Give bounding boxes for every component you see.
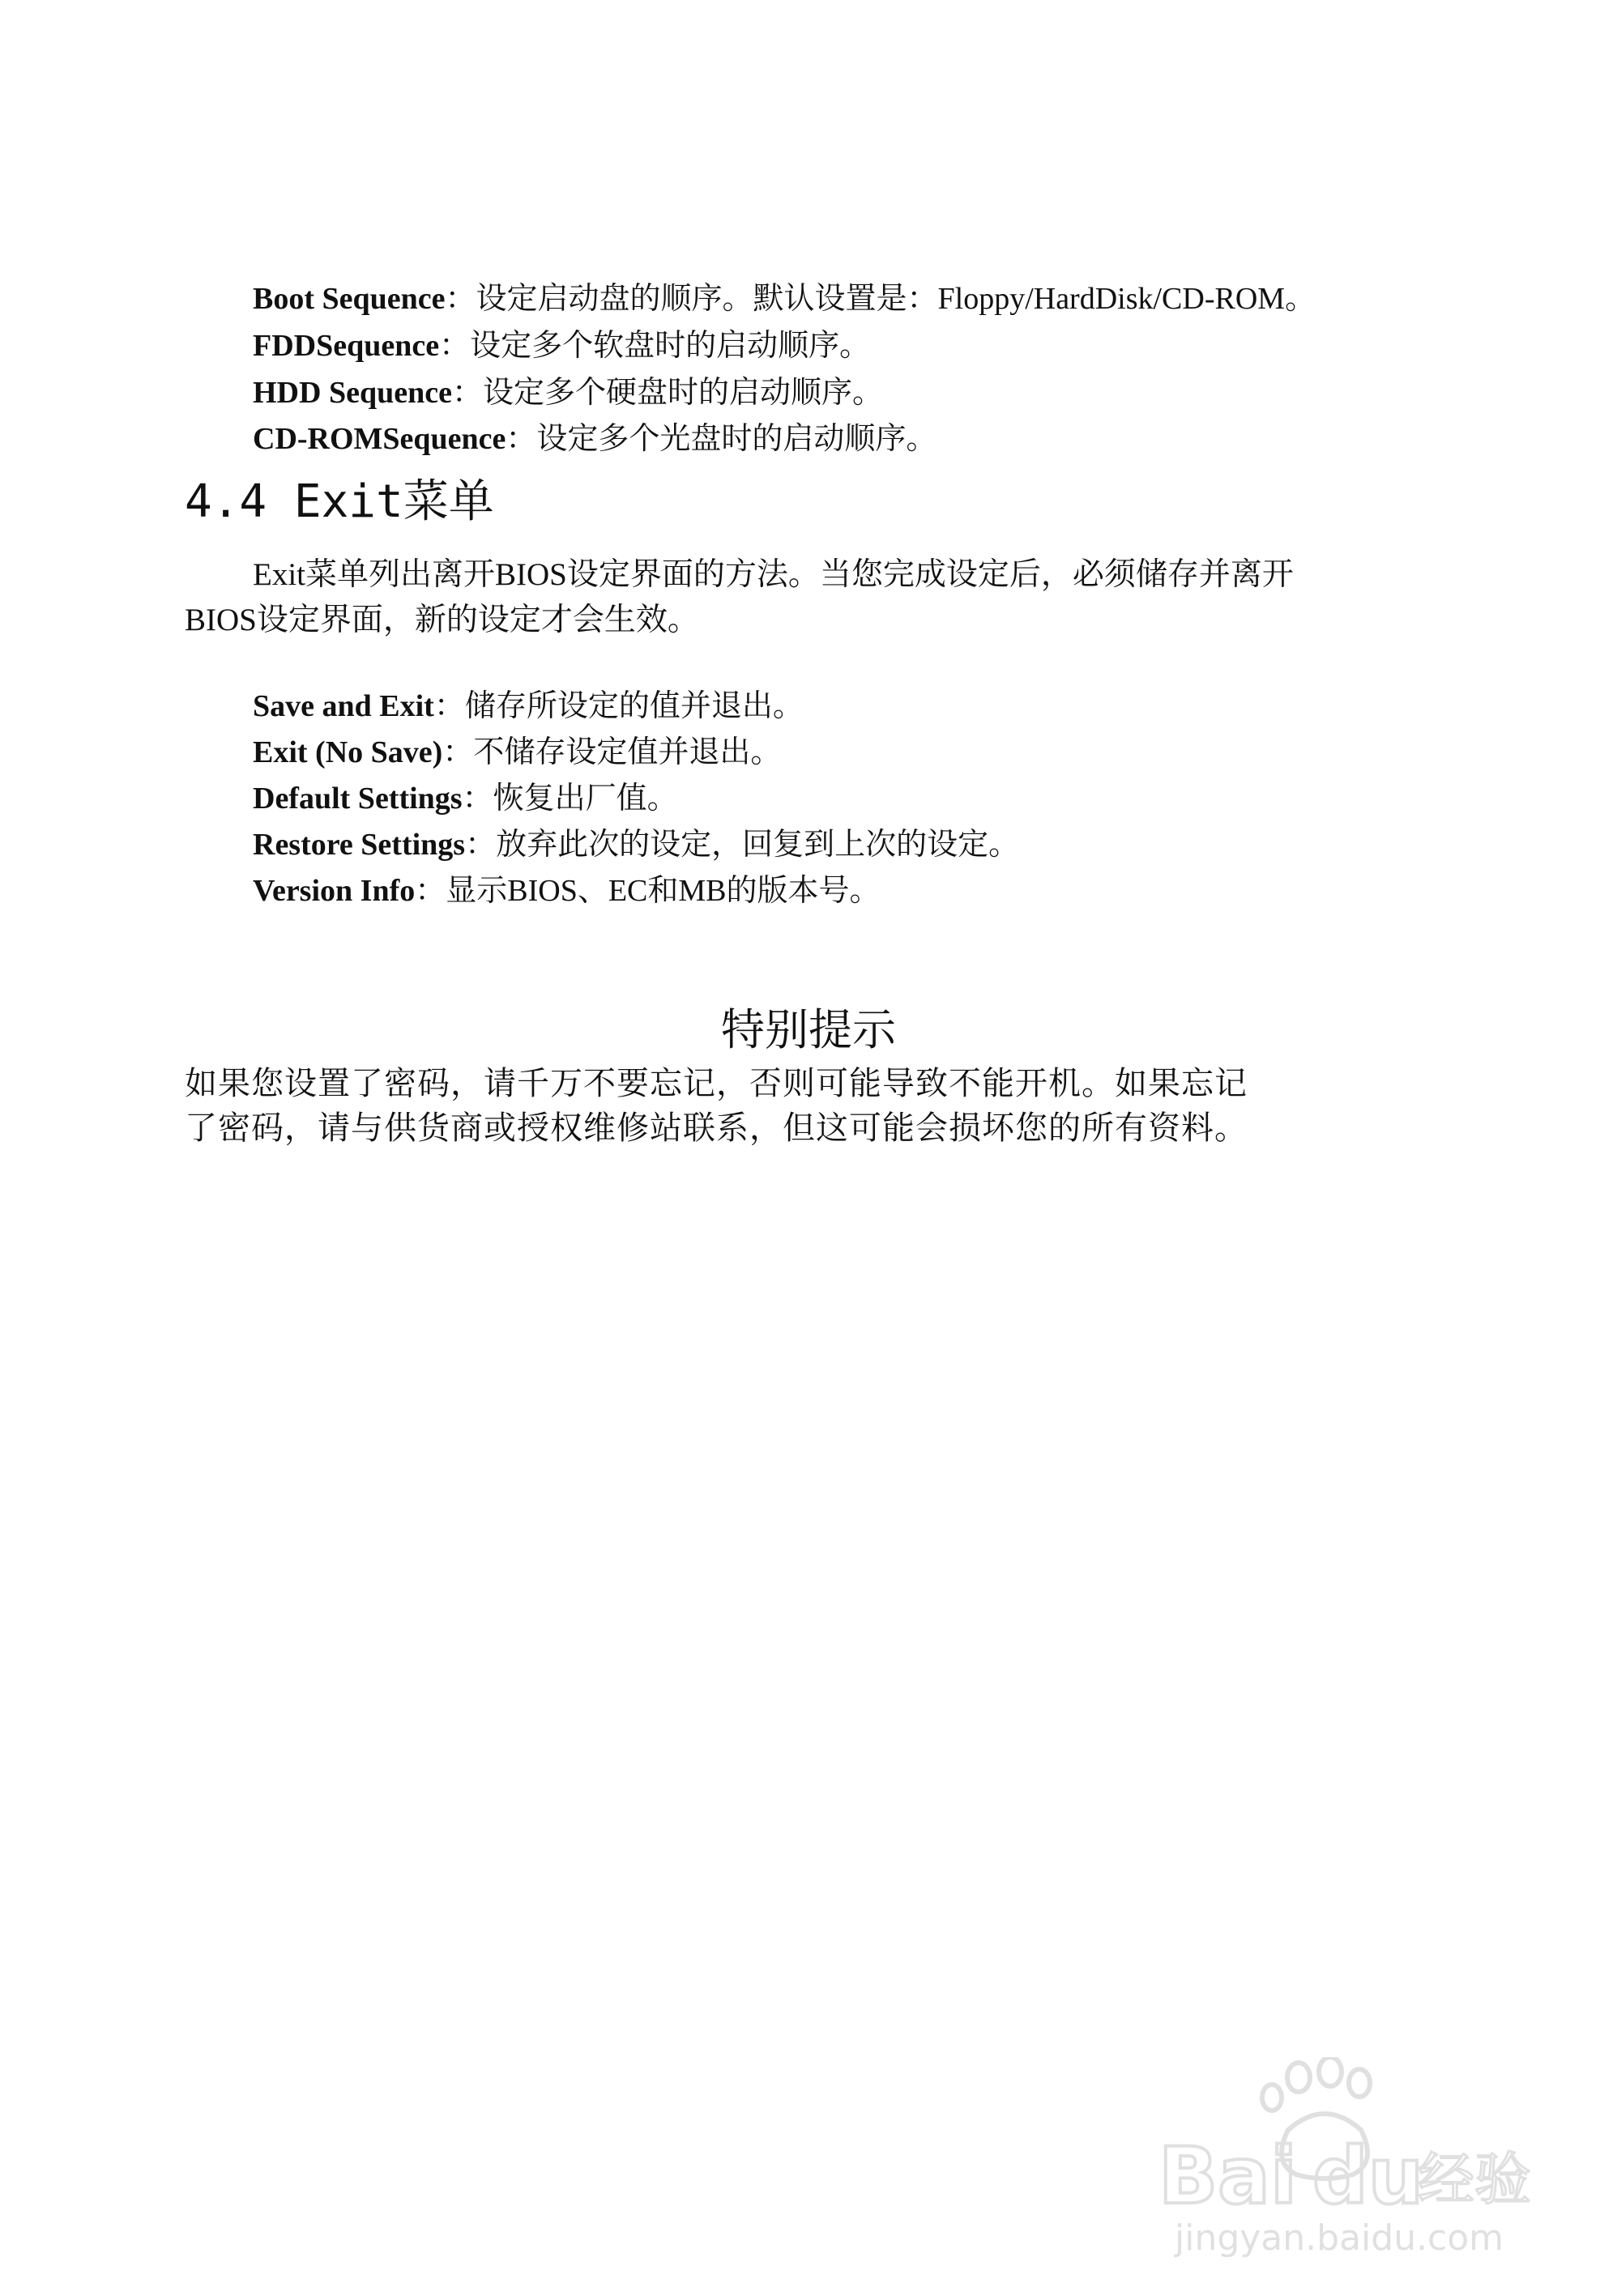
definition-desc: ：放弃此次的设定，回复到上次的设定。 [465,828,1020,862]
definition-term: Exit (No Save) [253,735,443,769]
section-heading: 4.4 Exit菜单 [185,475,494,528]
definition-desc: ：设定多个光盘时的启动顺序。 [506,422,937,456]
definition-term: Boot Sequence [253,282,446,316]
definition-desc: ：设定多个软盘时的启动顺序。 [439,329,871,363]
definition-term: Save and Exit [253,689,434,723]
watermark-brand: Bai [1158,2131,1297,2221]
watermark-brand-jingyan: 经验 [1418,2146,1531,2213]
watermark-url: jingyan.baidu.com [1175,2217,1504,2259]
definition-desc: ：设定多个硬盘时的启动顺序。 [451,376,883,410]
exit-no-save-item [253,737,781,768]
version-info-item [253,875,881,906]
definition-desc: ：恢复出厂值。 [462,782,678,816]
definition-term: CD-ROMSequence [253,422,506,456]
definition-desc: ：不储存设定值并退出。 [442,735,782,769]
hdd-sequence-item [253,377,883,408]
default-settings-item [253,783,678,814]
definition-desc: ：储存所设定的值并退出。 [433,689,804,723]
definition-term: Restore Settings [253,828,466,862]
definition-desc: ：设定启动盘的顺序。默认设置是：Floppy/HardDisk/CD-ROM。 [445,282,1316,316]
watermark-brand-du: du [1312,2131,1424,2221]
notice-line2: 了密码，请与供货商或授权维修站联系，但这可能会损坏您的所有资料。 [185,1110,1248,1147]
definition-term: Default Settings [253,782,463,816]
definition-term: HDD Sequence [253,376,452,410]
intro-paragraph-line2: BIOS设定界面，新的设定才会生效。 [185,603,699,637]
definition-term: Version Info [253,874,416,908]
save-and-exit-item [253,691,804,722]
definition-desc: ：显示BIOS、EC和MB的版本号。 [415,874,881,908]
definition-term: FDDSequence [253,329,440,363]
fdd-sequence-item [253,330,870,361]
notice-line1: 如果您设置了密码，请千万不要忘记，否则可能导致不能开机。如果忘记 [185,1065,1248,1102]
restore-settings-item [253,829,1019,860]
cdrom-sequence-item [253,424,936,454]
boot-sequence-item [253,283,1316,314]
baidu-jingyan-watermark [1150,2057,1539,2260]
intro-paragraph-line1: Exit菜单列出离开BIOS设定界面的方法。当您完成设定后，必须储存并离开 [253,557,1294,592]
notice-title: 特别提示 [721,1004,896,1055]
